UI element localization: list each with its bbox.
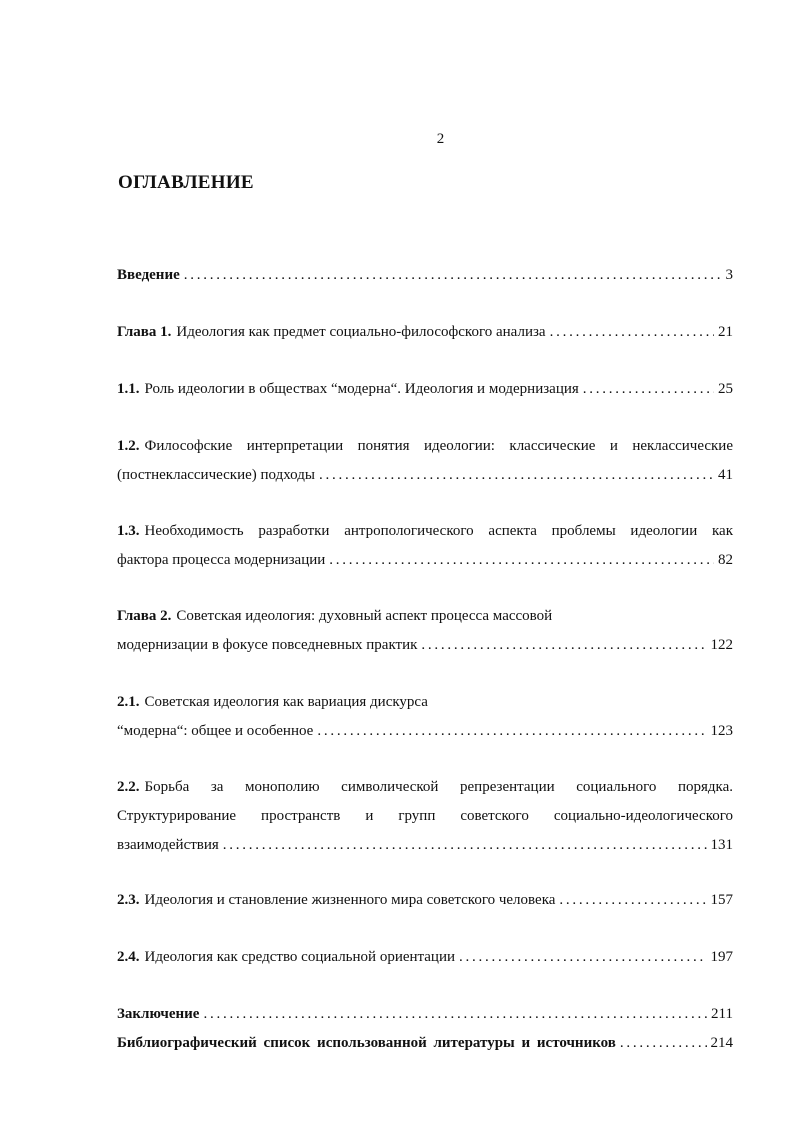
entry-page: 211 <box>711 1006 733 1022</box>
entry-text: взаимодействия <box>117 837 219 853</box>
entry-text: Идеология как средство социальной ориентации <box>144 949 456 965</box>
entry-text: Советская идеология как вариация дискурса <box>144 694 428 710</box>
entry-page: 82 <box>718 552 733 568</box>
entry-number: 2.1. <box>117 694 140 710</box>
entry-number: Глава 1. <box>117 324 172 340</box>
entry-text: Идеология как предмет социально-философского анализа <box>176 324 546 340</box>
toc-entry-conclusion[interactable] <box>117 1000 733 1029</box>
entry-page: 122 <box>710 637 733 653</box>
entry-text: Советская идеология: духовный аспект процесса массовой <box>176 608 553 624</box>
dot-leader <box>184 261 722 290</box>
toc-entry-bibliography[interactable] <box>117 1029 733 1058</box>
entry-number: Глава 2. <box>117 608 172 624</box>
entry-label: Введение <box>117 267 180 283</box>
entry-page: 25 <box>718 381 733 397</box>
entry-page: 197 <box>710 949 733 965</box>
entry-page: 3 <box>725 267 733 283</box>
entry-label: Заключение <box>117 1006 200 1022</box>
entry-text: (постнеклассические) подходы <box>117 467 315 483</box>
entry-label: Библиографический список использованной литературы и источников <box>117 1035 616 1051</box>
dot-leader <box>421 631 706 660</box>
dot-leader <box>329 546 714 575</box>
dot-leader <box>583 375 714 404</box>
toc-title: ОГЛАВЛЕНИЕ <box>118 172 254 193</box>
toc-entry-2-1[interactable] <box>117 688 733 746</box>
entry-text: Роль идеологии в обществах “модерна“. Идеология и модернизация <box>144 381 579 397</box>
toc-entry-2-4[interactable] <box>117 943 733 972</box>
entry-text: Необходимость разработки антропологического аспекта проблемы идеологии как <box>144 523 733 539</box>
entry-text: Идеология и становление жизненного мира советского человека <box>144 892 556 908</box>
page-number: 2 <box>436 131 445 147</box>
toc-entry-1-2[interactable] <box>117 432 733 490</box>
entry-page: 157 <box>710 892 733 908</box>
toc-entry-2-3[interactable] <box>117 886 733 915</box>
toc-entry-intro[interactable] <box>117 261 733 290</box>
dot-leader <box>459 943 706 972</box>
entry-text: фактора процесса модернизации <box>117 552 326 568</box>
dot-leader <box>559 886 706 915</box>
dot-leader <box>223 831 707 860</box>
entry-text: Философские интерпретации понятия идеологии: классические и неклассические <box>144 438 733 454</box>
entry-number: 2.3. <box>117 892 140 908</box>
dot-leader <box>620 1029 707 1058</box>
entry-text: Борьба за монополию символической репрезентации социального порядка. <box>144 779 733 795</box>
entry-number: 1.3. <box>117 523 140 539</box>
dot-leader <box>550 318 714 347</box>
entry-number: 2.4. <box>117 949 140 965</box>
toc-entry-chapter-1[interactable] <box>117 318 733 347</box>
entry-number: 1.2. <box>117 438 140 454</box>
entry-text: модернизации в фокусе повседневных практик <box>117 637 418 653</box>
entry-page: 131 <box>710 837 733 853</box>
dot-leader <box>203 1000 707 1029</box>
toc-entry-chapter-2[interactable] <box>117 602 733 660</box>
dot-leader <box>317 717 706 746</box>
toc-entry-2-2[interactable] <box>117 773 733 860</box>
entry-text: “модерна“: общее и особенное <box>117 723 314 739</box>
toc-entry-1-3[interactable] <box>117 517 733 575</box>
entry-page: 41 <box>718 467 733 483</box>
entry-number: 1.1. <box>117 381 140 397</box>
entry-text: Структурирование пространств и групп советского социально-идеологического <box>117 808 733 824</box>
entry-page: 21 <box>718 324 733 340</box>
toc-entry-1-1[interactable] <box>117 375 733 404</box>
entry-page: 214 <box>710 1035 733 1051</box>
dot-leader <box>319 461 714 490</box>
entry-page: 123 <box>710 723 733 739</box>
entry-number: 2.2. <box>117 779 140 795</box>
